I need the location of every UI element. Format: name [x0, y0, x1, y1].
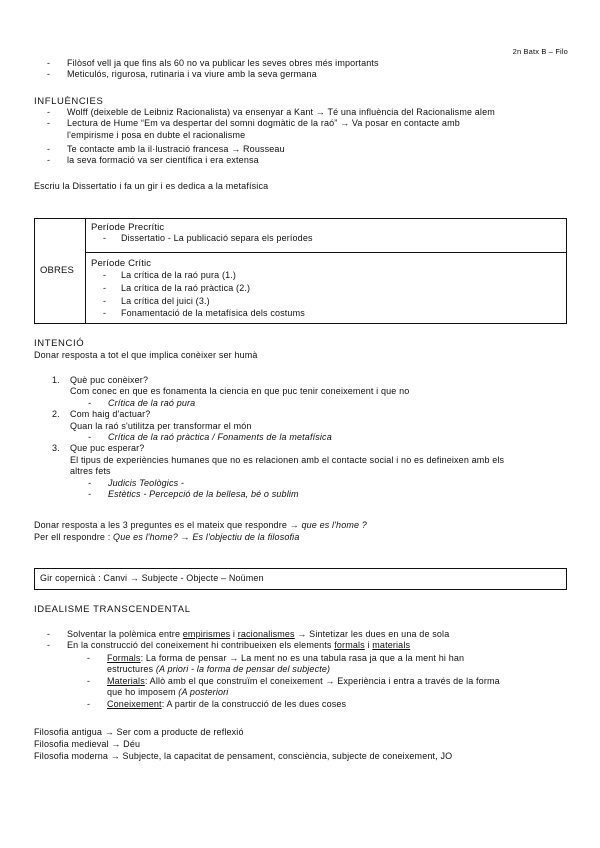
- list-item: - Crítica de la raó pura: [88, 398, 504, 409]
- question-explanation: Quan la raó s'utilitza per transformar el món: [70, 420, 252, 431]
- list-item: - La crítica de la raó pràctica (2.): [91, 282, 561, 295]
- precritic-cell: [86, 219, 567, 253]
- text: i: [364, 640, 373, 651]
- list-item: - la seva formació va ser científica i era extensa: [47, 155, 285, 166]
- filosofia-antigua: Filosofia antigua → Ser com a producte de reflexió: [34, 727, 244, 737]
- text: Solventar la polèmica entre: [67, 629, 183, 639]
- list-item: - Fonamentació de la metafísica dels costums: [91, 307, 561, 320]
- question-number: 1.: [52, 375, 60, 385]
- answer-text: Per ell respondre :: [34, 532, 114, 542]
- question-number: 2.: [52, 409, 60, 420]
- question-text: Què puc conèixer?: [70, 375, 149, 385]
- text: (A posteriori: [178, 687, 229, 698]
- influences-list-2: [47, 144, 285, 167]
- page-header: 2n Batx B – Filo: [512, 47, 568, 56]
- list-item: - Te contacte amb la il·lustració francesa → Rousseau: [47, 144, 285, 155]
- critic-list: [91, 269, 561, 319]
- list-item: - Wolff (deixeble de Leibniz Racionalista) va ensenyar a Kant → Té una influència del Racionalisme alem: [47, 107, 495, 118]
- precritic-title: Període Precrític: [91, 222, 165, 233]
- list-item: [47, 629, 449, 640]
- list-item: - La crítica de la raó pura (1.): [91, 269, 561, 282]
- question-text: Que puc esperar?: [70, 443, 145, 454]
- filosofia-moderna: Filosofia moderna → Subjecte, la capacitat de pensament, consciència, subjecte de coneixement, JO: [34, 751, 453, 761]
- answer-line-2: [34, 532, 299, 543]
- answer-line-1: [34, 520, 367, 531]
- text: Formals: [107, 653, 141, 663]
- question-sub-list: [88, 398, 504, 409]
- list-item: - Filòsof vell ja que fins als 60 no va publicar les seves obres més importants: [47, 58, 379, 69]
- text: que ho imposem: [107, 687, 179, 698]
- question-number: 3.: [52, 443, 60, 454]
- precritic-list: [91, 233, 561, 244]
- answer-italic: que es l'home ?: [301, 520, 367, 530]
- text: formals: [334, 640, 365, 651]
- intro-list: [47, 58, 379, 81]
- text: empirismes: [182, 629, 231, 639]
- questions-list: [34, 375, 504, 500]
- text: Coneixement: [107, 698, 162, 709]
- influences-list: [47, 107, 495, 130]
- list-item-continuation: l'empirisme i posa en dubte el racionalisme: [67, 130, 246, 140]
- answer-italic: Que es l'home? → Es l'objectiu de la filosofia: [113, 532, 300, 542]
- question-sub-list: [88, 478, 504, 501]
- section-title-intencio: INTENCIÓ: [34, 338, 85, 349]
- gir-text: Gir copernicà : Canvi → Subjecte - Objecte – Noümen: [40, 573, 264, 583]
- obres-label: OBRES: [35, 219, 86, 324]
- obres-table: [34, 218, 567, 324]
- question-explanation-2: altres fets: [70, 466, 111, 477]
- text: → Sintetizar les dues en una de sola: [294, 629, 450, 639]
- question-explanation: Com conec en que es fonamenta la ciencia en que puc tenir coneixement i que no: [70, 386, 410, 397]
- critic-title: Període Crític: [91, 258, 152, 269]
- elements-list: [87, 653, 500, 710]
- question-sub-list: [88, 432, 504, 443]
- list-item: - Lectura de Hume “Em va despertar del somni dogmàtic de la raó” → Va posar en contacte amb: [47, 118, 495, 129]
- intencio-subtitle: Donar resposta a tot el que implica conèixer ser humà: [34, 350, 258, 360]
- text: racionalismes: [237, 629, 295, 639]
- text: Materials: [107, 675, 145, 686]
- text: En la construcció del coneixement hi contribueixen els elements: [67, 640, 335, 651]
- question-explanation: El tipus de experiències humanes que no es relacionen amb el contacte social i no es defineixen amb els: [70, 454, 505, 465]
- list-item: - La crítica del juici (3.): [91, 295, 561, 308]
- list-item: - Dissertatio - La publicació separa els períodes: [91, 233, 561, 244]
- text: : Allò amb el que construïm el coneixement → Experiència i entra a través de la forma: [144, 675, 500, 686]
- list-item: - Judicis Teològics -: [88, 478, 504, 489]
- text: materials: [372, 640, 411, 651]
- list-item: - Estètics - Percepció de la bellesa, bé o sublim: [88, 489, 504, 500]
- question-item: [34, 409, 504, 443]
- section-title-influencies: INFLUÈNCIES: [34, 96, 104, 107]
- filosofia-medieval: Filosofia medieval → Déu: [34, 739, 141, 749]
- dissertatio-line: Escriu la Dissertatio i fa un gir i es dedica a la metafísica: [34, 181, 269, 191]
- text: i: [230, 629, 238, 639]
- text: (A priori - la forma de pensar del subjecte): [155, 664, 331, 675]
- text: estructures: [107, 664, 156, 675]
- gir-copernica-box: [34, 568, 567, 590]
- critic-cell: [86, 253, 567, 324]
- idealisme-list: [47, 629, 449, 652]
- section-title-idealisme: IDEALISME TRANSCENDENTAL: [34, 604, 191, 615]
- list-item: - Meticulós, rigurosa, rutinaria i va viure amb la seva germana: [47, 69, 379, 80]
- list-item-materials: [87, 676, 500, 699]
- question-item: [34, 443, 504, 500]
- list-item-formals: [87, 653, 500, 676]
- list-item: - Crítica de la raó pràctica / Fonaments de la metafísica: [88, 432, 504, 443]
- question-item: [34, 375, 504, 409]
- answer-text: Donar resposta a les 3 preguntes es el mateix que respondre →: [34, 520, 302, 530]
- list-item-coneixement: [87, 699, 500, 710]
- question-text: Com haig d'actuar?: [70, 409, 151, 420]
- text: : A partir de la construcció de les dues coses: [161, 698, 347, 709]
- list-item: [47, 640, 449, 651]
- text: : La forma de pensar → La ment no es una tabula rasa ja que a la ment hi han: [140, 653, 465, 663]
